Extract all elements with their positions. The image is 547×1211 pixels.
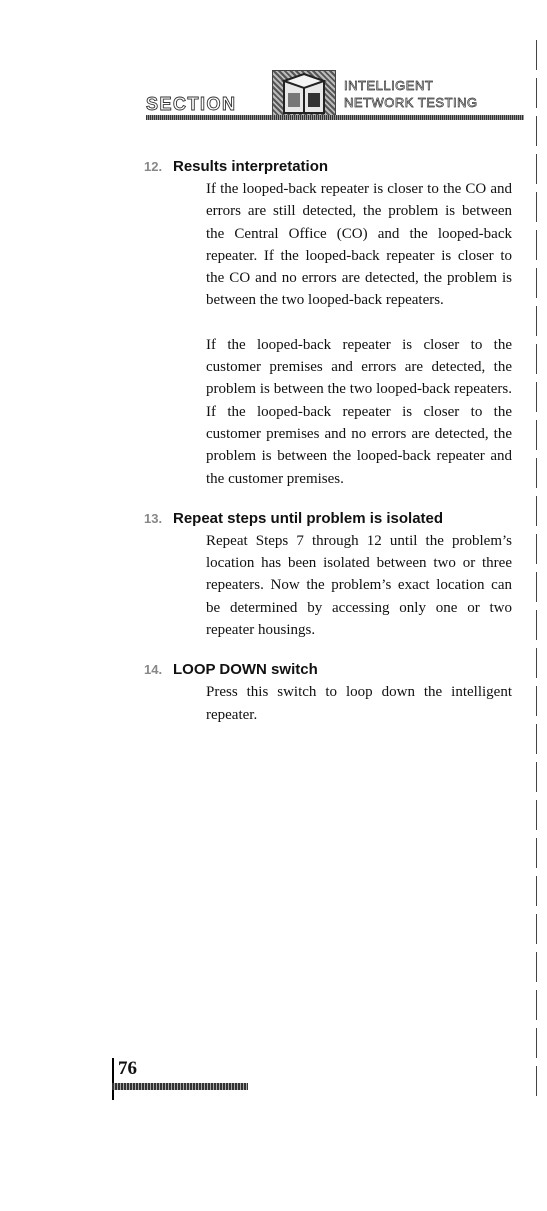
step-heading <box>144 158 524 175</box>
step-paragraph: Press this switch to loop down the intelligent repeater. <box>206 684 512 723</box>
step-13 <box>144 510 524 641</box>
brand-line-1: INTELLIGENT <box>344 78 434 93</box>
page-number-rule <box>112 1083 248 1090</box>
network-testing-logo-icon <box>272 70 336 118</box>
section-label: SECTION <box>146 94 237 114</box>
page-header <box>146 62 524 120</box>
page-content <box>144 158 524 746</box>
step-12 <box>144 158 524 490</box>
step-title: Repeat steps until problem is isolated <box>173 509 444 527</box>
header-rule <box>146 115 524 120</box>
step-title: LOOP DOWN switch <box>173 661 318 679</box>
step-title: Results interpretation <box>173 158 329 175</box>
step-paragraph: If the looped-back repeater is closer to the customer premises and errors are detected, the problem is between the two looped-back repeaters. If the looped-back repeater is closer to the customer premises and no errors are detected, the problem is between the looped-back repeater and the customer premises. <box>206 336 512 487</box>
step-paragraph: If the looped-back repeater is closer to the CO and errors are still detected, the problem is between the Central Office (CO) and the looped-back repeater. If the looped-back repeater is closer to the CO and no errors are detected, the problem is between the two looped-back repeaters. <box>206 181 512 309</box>
step-heading <box>144 510 524 527</box>
step-number: 12. <box>144 159 163 174</box>
step-heading <box>144 661 524 678</box>
step-14 <box>144 661 524 726</box>
brand-line-2: NETWORK TESTING <box>344 95 478 110</box>
step-number: 14. <box>144 662 163 678</box>
scan-margin-line <box>536 40 537 1100</box>
page-number-bar <box>112 1058 114 1100</box>
page-number: 76 <box>118 1058 137 1079</box>
step-paragraph: Repeat Steps 7 through 12 until the problem’s location has been isolated between two or three repeaters. Now the problem’s exact location can be determined by accessing only one or two repeater housings. <box>206 532 512 639</box>
step-number: 13. <box>144 510 163 526</box>
